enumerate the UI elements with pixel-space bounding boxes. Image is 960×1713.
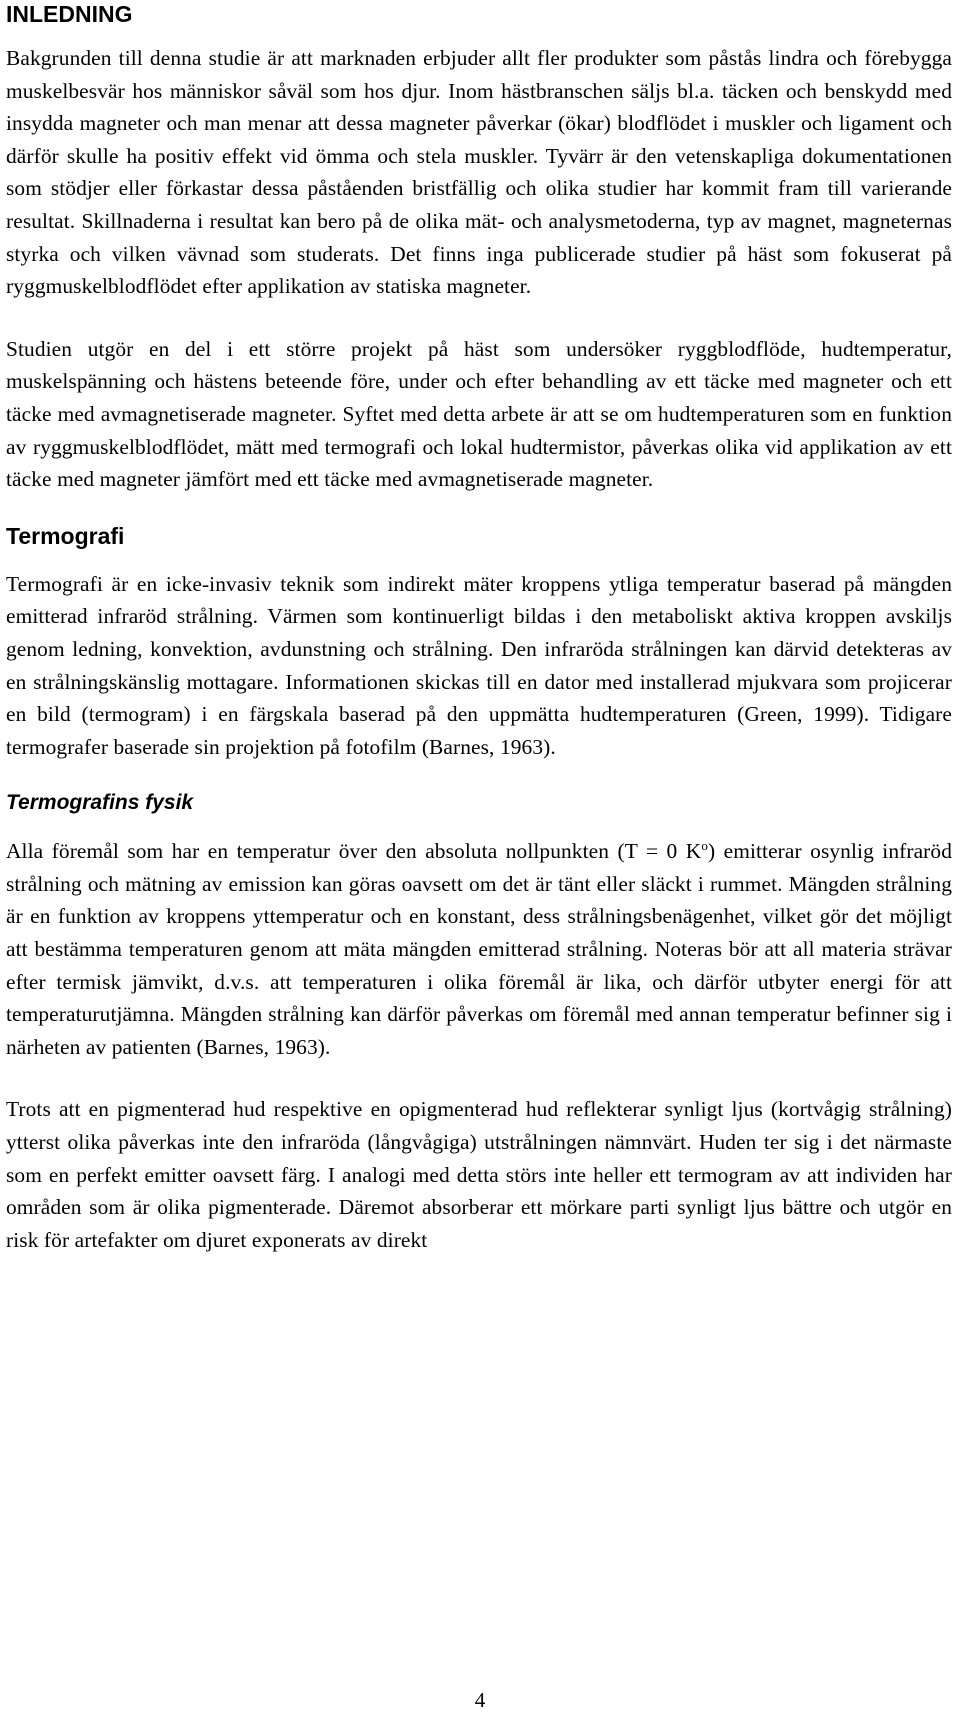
paragraph-physics-rest: ) emitterar osynlig infraröd strålning och mätning av emission kan göras oavsett om det är tänt eller släckt i rummet. Mängden strålning är en funktion av kroppens yttemperatur och en konstant, dess strålningsbenägenhet, vilket gör det möjligt att bestämma temperaturen genom att mäta mängden emitterad strålning. Noteras bör att all materia strävar efter termisk jämvikt, d.v.s. att temperaturen i olika föremål är lika, och därför utbyter energi för att temperaturutjämna. Mängden strålning kan därför påverkas om föremål med annan temperatur befinner sig i närheten av patienten (Barnes, 1963).: [6, 839, 952, 1059]
spacer: [6, 28, 952, 42]
paragraph-termografi: Termografi är en icke-invasiv teknik som indirekt mäter kroppens ytliga temperatur baserad på mängden emitterad infraröd strålning. Värmen som kontinuerligt bildas i den metaboliskt aktiva kroppen avskiljs genom ledning, konvektion, avdunstning och strålning. Den infraröda strålningen kan därvid detekteras av en strålningskänslig mottagare. Informationen skickas till en dator med installerad mjukvara som projicerar en bild (termogram) i en färgskala baserad på den uppmätta hudtemperaturen (Green, 1999). Tidigare termografer baserade sin projektion på fotofilm (Barnes, 1963).: [6, 571, 952, 759]
spacer: [6, 817, 952, 835]
spacer: [6, 496, 952, 522]
paragraph-study-aim: Studien utgör en del i ett större projekt på häst som undersöker ryggblodflöde, hudtemperatur, muskelspänning och hästens beteende före, under och efter behandling av ett täcke med magneter och ett täcke med avmagnetiserade magneter. Syftet med detta arbete är att se om hudtemperaturen som en funktion av ryggmuskelblodflödet, mätt med termografi och lokal hudtermistor, påverkas olika vid applikation av ett täcke med magneter jämfört med ett täcke med avmagnetiserade magneter.: [6, 336, 952, 492]
spacer: [6, 1063, 952, 1093]
page-number: 4: [474, 1688, 486, 1712]
paragraph-pigmentation: Trots att en pigmenterad hud respektive en opigmenterad hud reflekterar synligt ljus (kortvågig strålning) ytterst olika påverkas inte den infraröda (långvågiga) utstrålningen nämnvärt. Huden ter sig i det närmaste som en perfekt emitter oavsett färg. I analogi med detta störs inte heller ett termogram av att individen har områden som är olika pigmenterade. Däremot absorberar ett mörkare parti synligt ljus bättre och utgör en risk för artefakter om djuret exponerats av direkt: [6, 1097, 952, 1252]
paragraph-physics-start: Alla föremål som har en temperatur över den absoluta nollpunkten (T = 0 K: [6, 839, 702, 864]
spacer: [6, 763, 952, 789]
paragraph-background: Bakgrunden till denna studie är att marknaden erbjuder allt fler produkter som påstås lindra och förebygga muskelbesvär hos människor såväl som hos djur. Inom hästbranschen säljs bl.a. täcken och benskydd med insydda magneter och man menar att dessa magneter påverkar (ökar) blodflödet i muskler och ligament och därför skulle ha positiv effekt vid ömma och stela muskler. Tyvärr är den vetenskapliga dokumentationen som stödjer eller förkastar dessa påståenden bristfällig och olika studier har kommit fram till varierande resultat. Skillnaderna i resultat kan bero på de olika mät- och analysmetoderna, typ av magnet, magneternas styrka och vilken vävnad som studerats. Det finns inga publicerade studier på häst som fokuserat på ryggmuskelblodflödet efter applikation av statiska magneter.: [6, 46, 952, 299]
heading-termografins-fysik: Termografins fysik: [6, 791, 194, 815]
page-content: [6, 0, 952, 1256]
degree-superscript: o: [701, 838, 708, 854]
spacer: [6, 550, 952, 568]
paragraph-physics: [6, 835, 952, 1063]
heading-inledning: INLEDNING: [6, 1, 133, 27]
heading-termografi: Termografi: [6, 522, 125, 549]
spacer: [6, 303, 952, 333]
